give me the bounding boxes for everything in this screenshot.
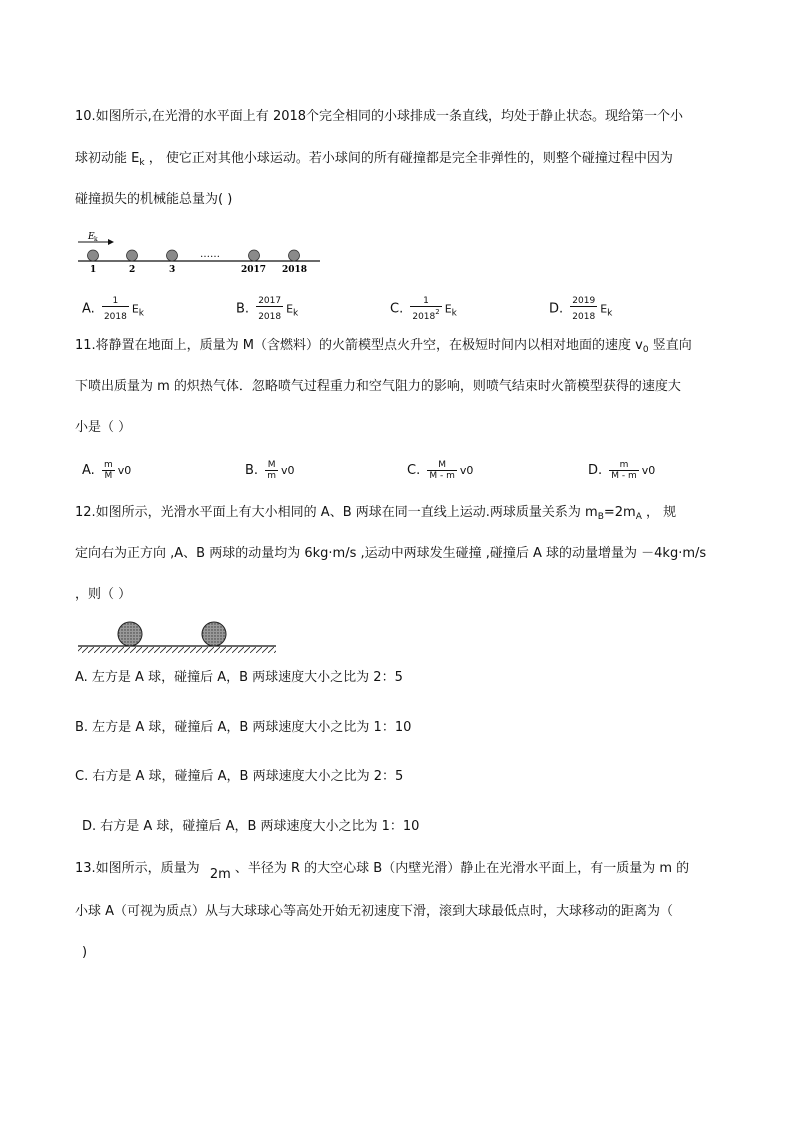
q10-figure-label-2017: 2017 (241, 265, 267, 275)
q11-line-1 (75, 337, 692, 359)
q11-v0-subscript: 0 (642, 345, 649, 355)
q13-line-1 (75, 860, 690, 882)
q10-option-d[interactable] (549, 296, 612, 323)
q10-figure-label-3: 3 (169, 265, 176, 275)
q10-figure-ellipsis: …… (200, 249, 220, 260)
q12-option-b[interactable]: B. 左方是 A 球，碰撞后 A，B 两球速度大小之比为 1：10 (75, 720, 412, 735)
option-tail: v0 (117, 464, 132, 477)
q12-ma-subscript: A (635, 512, 642, 522)
q12-line-1-text-a: 12.如图所示，光滑水平面上有大小相同的 A、B 两球在同一直线上运动.两球质量关系为 m (75, 505, 598, 520)
q10-line-2-text-a: 球初动能 E (75, 151, 140, 166)
fraction-denominator (410, 307, 441, 322)
q13-line-3: ) (82, 945, 88, 960)
q10-ball-1 (88, 250, 99, 261)
option-letter: C. (390, 301, 408, 317)
option-tail: v0 (641, 464, 656, 477)
denominator-text: 2018 (103, 312, 127, 322)
fraction (410, 296, 441, 322)
fraction-numerator: M (427, 460, 457, 471)
q10-ball-2017 (249, 250, 260, 261)
q13-line-1-text-b: 、半径为 R 的大空心球 B（内壁光滑）静止在光滑水平面上，有一质量为 m 的 (230, 861, 690, 876)
q12-line-3: ，则（ ） (75, 587, 132, 602)
q11-line-3: 小是（ ） (75, 420, 132, 435)
fraction (256, 296, 283, 322)
denominator-text: 2018 (412, 312, 436, 322)
option-letter: D. (549, 301, 568, 317)
option-letter: A. (82, 301, 99, 317)
denominator-text: 2018 (258, 312, 282, 322)
q13-line-2: 小球 A（可视为质点）从与大球球心等高处开始无初速度下滑，滚到大球最低点时，大球移动的距离为（ (75, 904, 674, 919)
q11-line-1-text-b: 竖直向 (648, 338, 692, 353)
q12-figure-two-balls (76, 617, 282, 657)
option-tail: E (286, 302, 294, 316)
fraction-denominator: M - m (611, 471, 637, 481)
option-tail: E (444, 302, 452, 316)
q10-line-2-text-b: ， 使它正对其他小球运动。若小球间的所有碰撞都是完全非弹性的，则整个碰撞过程中因为 (144, 151, 673, 166)
q10-figure-label-2018: 2018 (282, 265, 308, 275)
fraction-numerator: M (265, 460, 278, 471)
q11-option-c[interactable] (407, 460, 473, 481)
q10-option-c[interactable] (390, 296, 457, 323)
fraction-numerator: 1 (102, 296, 129, 307)
q13-line-1-text-a: 13.如图所示，质量为 (75, 861, 204, 876)
fraction-denominator: M - m (429, 471, 455, 481)
option-letter: B. (245, 463, 263, 478)
q10-line-1: 10.如图所示,在光滑的水平面上有 2018个完全相同的小球排成一条直线，均处于静止状态。现给第一个小 (75, 109, 684, 124)
option-tail: v0 (280, 464, 295, 477)
fraction-denominator (256, 307, 283, 322)
fraction (265, 460, 278, 481)
q11-option-a[interactable] (82, 460, 131, 481)
q12-option-d[interactable]: D. 右方是 A 球，碰撞后 A，B 两球速度大小之比为 1：10 (82, 819, 420, 834)
q11-option-b[interactable] (245, 460, 294, 481)
q10-figure-balls-in-row (74, 230, 324, 276)
q12-line-1-text-c: ， 规 (641, 505, 677, 520)
q12-line-1 (75, 504, 676, 526)
option-tail-subscript: k (138, 308, 145, 319)
q10-option-a[interactable] (82, 296, 144, 323)
denominator-text: 2018 (572, 312, 596, 322)
q10-option-b[interactable] (236, 296, 298, 323)
q10-ball-3 (167, 250, 178, 261)
q10-line-2 (75, 150, 673, 172)
option-tail: E (131, 302, 139, 316)
fraction (609, 460, 639, 481)
option-tail-subscript: k (607, 308, 613, 319)
q10-figure-label-2: 2 (129, 265, 136, 275)
option-letter: B. (236, 301, 254, 317)
q12-ball-left (118, 622, 142, 646)
fraction-denominator (570, 307, 597, 322)
fraction-denominator (102, 307, 129, 322)
fraction-numerator: 2019 (572, 296, 596, 306)
q10-figure-arrow-label: E (88, 232, 95, 242)
fraction-numerator: 1 (410, 296, 441, 307)
fraction (570, 296, 597, 322)
option-tail-subscript: k (293, 308, 299, 319)
q10-figure-arrow-label-sub: k (94, 236, 98, 243)
fraction-denominator: M (104, 471, 113, 481)
fraction-numerator: m (103, 460, 113, 470)
option-letter: D. (588, 463, 607, 478)
q12-line-2: 定向右为正方向 ,A、B 两球的动量均为 6kg·m/s ,运动中两球发生碰撞 ,碰撞后 A 球的动量增量为 －4kg·m/s (75, 546, 707, 561)
option-tail-subscript: k (451, 308, 457, 319)
denominator-exponent: 2 (435, 308, 440, 316)
fraction-denominator: m (267, 471, 276, 481)
option-letter: C. (407, 463, 425, 478)
q12-line-1-text-b: =2m (603, 505, 636, 520)
q11-option-d[interactable] (588, 460, 655, 481)
q12-option-a[interactable]: A. 左方是 A 球，碰撞后 A，B 两球速度大小之比为 2：5 (75, 670, 403, 685)
q12-mb-subscript: B (597, 512, 604, 522)
q10-ball-2018 (289, 250, 300, 261)
q13-mass-value: 2m (209, 867, 231, 882)
q12-option-c[interactable]: C. 右方是 A 球，碰撞后 A，B 两球速度大小之比为 2：5 (75, 769, 404, 784)
fraction (102, 296, 129, 322)
q10-figure-label-1: 1 (90, 265, 97, 275)
fraction-numerator: 2017 (258, 296, 282, 306)
q10-ek-subscript: k (139, 158, 145, 168)
fraction (427, 460, 457, 481)
q10-line-3: 碰撞损失的机械能总量为( ) (75, 192, 233, 207)
option-letter: A. (82, 463, 99, 478)
q11-line-1-text-a: 11.将静置在地面上，质量为 M（含燃料）的火箭模型点火升空，在极短时间内以相对地面的速度 v (75, 338, 643, 353)
option-tail: v0 (459, 464, 474, 477)
fraction-numerator: m (609, 460, 639, 471)
q12-ball-right (202, 622, 226, 646)
option-tail: E (600, 302, 608, 316)
q10-ball-2 (127, 250, 138, 261)
fraction (102, 460, 115, 481)
q11-line-2: 下喷出质量为 m 的炽热气体．忽略喷气过程重力和空气阻力的影响，则喷气结束时火箭模型获得的速度大 (75, 379, 681, 394)
